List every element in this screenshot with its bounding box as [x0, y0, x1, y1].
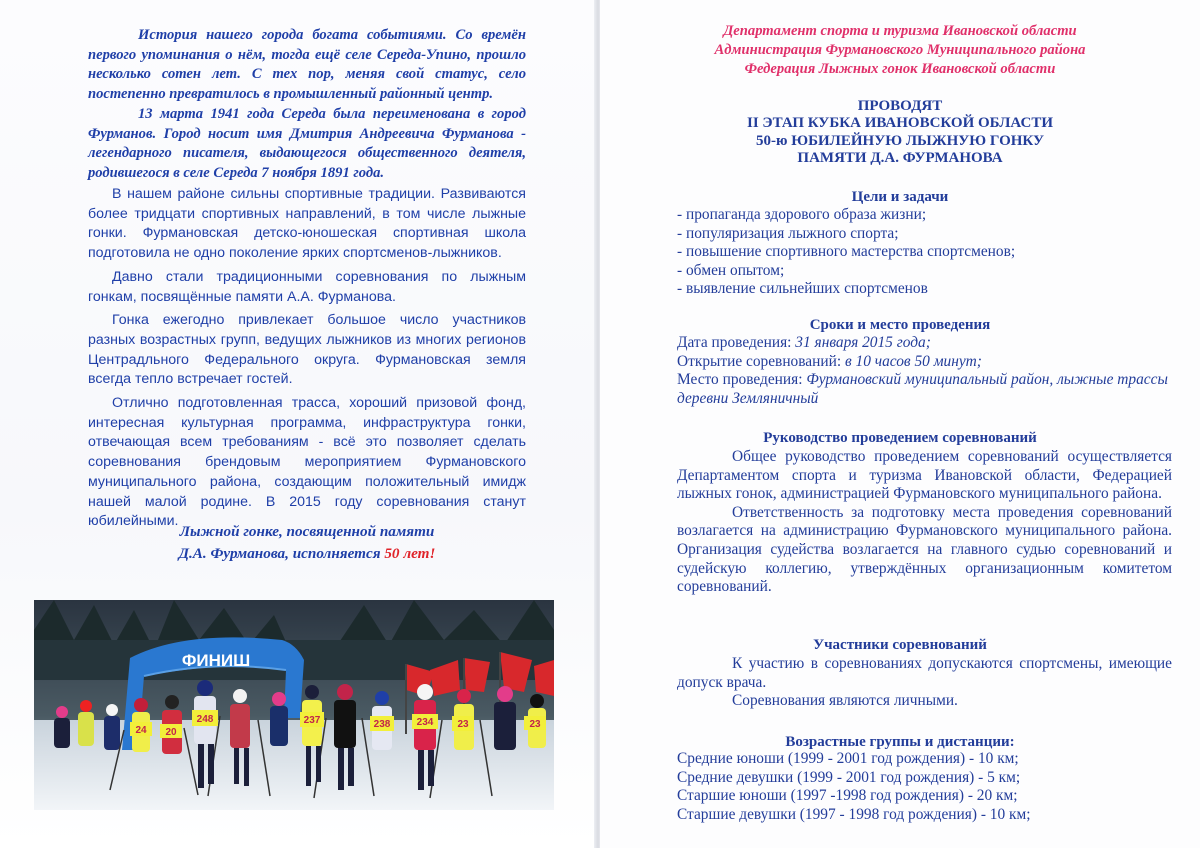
skier	[104, 704, 120, 750]
skier	[494, 686, 516, 750]
management-paragraph-1: Общее руководство проведением соревнований осуществляется Департаментом спорта и туризма Ивановской области, Федерацией лыжных гонок, администрацией Фурмановского муниципального района.	[677, 448, 1172, 503]
participants-block	[677, 655, 1172, 711]
history-paragraph-2: 13 марта 1941 года Середа была переименована в город Фурманов. Город носит имя Дмитрия Андреевича Фурманова - легендарного писателя, выдающегося общественного деятеля, родившегося в селе Середа 7 ноября 1891 года.	[88, 105, 526, 181]
bib-number: 248	[196, 714, 214, 725]
right-page	[600, 0, 1200, 848]
age-group-item: Средние девушки (1999 - 2001 год рождения) - 5 км;	[677, 768, 1021, 786]
age-group-item: Старшие девушки (1997 - 1998 год рождения) - 10 км;	[677, 805, 1031, 823]
schedule-block	[677, 334, 1172, 408]
history-block	[88, 26, 526, 184]
schedule-opening-label: Открытие соревнований:	[677, 352, 845, 370]
schedule-place-value: Фурмановский муниципальный район, лыжные трассы деревни Земляничный	[677, 371, 1168, 407]
body-paragraph-3: Гонка ежегодно привлекает большое число участников разных возрастных групп, ведущих лыжников из многих регионов Центрадльного Федерального округа. Фурмановская земля всегда тепло встречает гостей.	[88, 312, 526, 388]
goals-heading: Цели и задачи	[851, 189, 949, 205]
bib-number: 237	[303, 715, 321, 726]
title-line-4: ПАМЯТИ Д.А. ФУРМАНОВА	[797, 150, 1003, 167]
finish-arch-text: ФИНИШ	[181, 651, 251, 670]
title-line-2: II ЭТАП КУБКА ИВАНОВСКОЙ ОБЛАСТИ	[747, 115, 1053, 132]
bib-number: 23	[457, 719, 469, 730]
management-heading: Руководство проведением соревнований	[763, 430, 1037, 446]
participants-paragraph-2: Соревнования являются личными.	[732, 692, 958, 710]
goals-item: - популяризация лыжного спорта;	[677, 224, 899, 242]
management-paragraph-2: Ответственность за подготовку места проведения соревнований возлагается на администрацию Фурмановского муниципального района. Организация судейства возлагается на главного судью соревнований и судейскую коллегию, утверждённых организационным комитетом соревнований.	[677, 503, 1172, 596]
skier	[270, 692, 288, 746]
body-paragraph-2: Давно стали традиционными соревнования по лыжным гонкам, посвящённые памяти А.А. Фурманова.	[88, 268, 526, 305]
body-block	[88, 185, 526, 532]
schedule-place	[677, 371, 1172, 408]
bib-number: 24	[135, 725, 147, 736]
skier	[78, 700, 94, 746]
history-paragraph-1: История нашего города богата событиями. Со времён первого упоминания о нём, тогда ещё селе Середа-Упино, прошло несколько сотен лет. С тех пор, меняя свой статус, село постепенно превратилось в промышленный районный центр.	[88, 27, 526, 103]
left-page	[0, 0, 596, 848]
bib-number: 234	[416, 717, 434, 728]
goals-item: - обмен опытом;	[677, 261, 785, 279]
jubilee-caption	[88, 521, 526, 565]
skier	[54, 706, 70, 748]
schedule-heading: Сроки и место проведения	[809, 317, 991, 333]
bib-number: 23	[529, 719, 541, 730]
jubilee-line-1: Лыжной гонке, посвященной памяти	[179, 523, 435, 540]
schedule-place-label: Место проведения:	[677, 371, 807, 389]
schedule-opening	[677, 353, 1172, 372]
age-group-item: Средние юноши (1999 - 2001 год рождения) - 10 км;	[677, 750, 1019, 767]
schedule-date-label: Дата проведения:	[677, 334, 796, 351]
ski-race-photo	[34, 600, 554, 810]
organizer-administration: Администрация Фурмановского Муниципального района	[714, 42, 1086, 58]
schedule-opening-value: в 10 часов 50 минут;	[844, 352, 982, 370]
bib-number: 20	[165, 727, 177, 738]
title-line-1: ПРОВОДЯТ	[857, 98, 943, 114]
age-groups-list	[677, 750, 1172, 824]
body-paragraph-1: В нашем районе сильны спортивные традиции. Развиваются более тридцати спортивных направлений, в том числе лыжные гонки. Фурмановская детско-юношеская спортивная школа подготовила не одно поколение ярких спортсменов-лыжников.	[88, 186, 526, 262]
bib-number: 238	[373, 719, 391, 730]
participants-heading: Участники соревнований	[813, 637, 987, 653]
goals-list	[677, 206, 1172, 299]
management-block	[677, 448, 1172, 597]
organizer-federation: Федерация Лыжных гонок Ивановской области	[744, 61, 1056, 77]
jubilee-line-2	[88, 543, 526, 565]
body-paragraph-4: Отлично подготовленная трасса, хороший призовой фонд, интересная культурная программа, инфраструктура гонки, отвечающая всем требованиям - всё это позволяет сделать соревнования брендовым мероприятием Фурмановского муниципального района, создающим положительный имидж нашей малой родине. В 2015 году соревнования станут юбилейными.	[88, 395, 526, 530]
organizers-block	[600, 22, 1200, 79]
goals-item: - пропаганда здорового образа жизни;	[677, 206, 927, 223]
goals-item: - повышение спортивного мастерства спортсменов;	[677, 243, 1016, 261]
goals-item: - выявление сильнейших спортсменов	[677, 280, 928, 298]
skier	[334, 684, 356, 748]
jubilee-highlight: 50 лет!	[384, 545, 436, 562]
event-title	[600, 98, 1200, 168]
title-line-3: 50-ю ЮБИЛЕЙНУЮ ЛЫЖНУЮ ГОНКУ	[756, 132, 1044, 149]
organizer-department: Департамент спорта и туризма Ивановской области	[723, 23, 1077, 39]
age-groups-heading: Возрастные группы и дистанции:	[785, 734, 1015, 750]
schedule-date-value: 31 января 2015 года;	[795, 334, 931, 351]
age-group-item: Старшие юноши (1997 -1998 год рождения) - 20 км;	[677, 787, 1018, 805]
participants-paragraph-1: К участию в соревнованиях допускаются спортсмены, имеющие допуск врача.	[677, 655, 1172, 691]
schedule-date	[677, 334, 1172, 353]
jubilee-line-2-text: Д.А. Фурманова, исполняется	[178, 545, 385, 562]
